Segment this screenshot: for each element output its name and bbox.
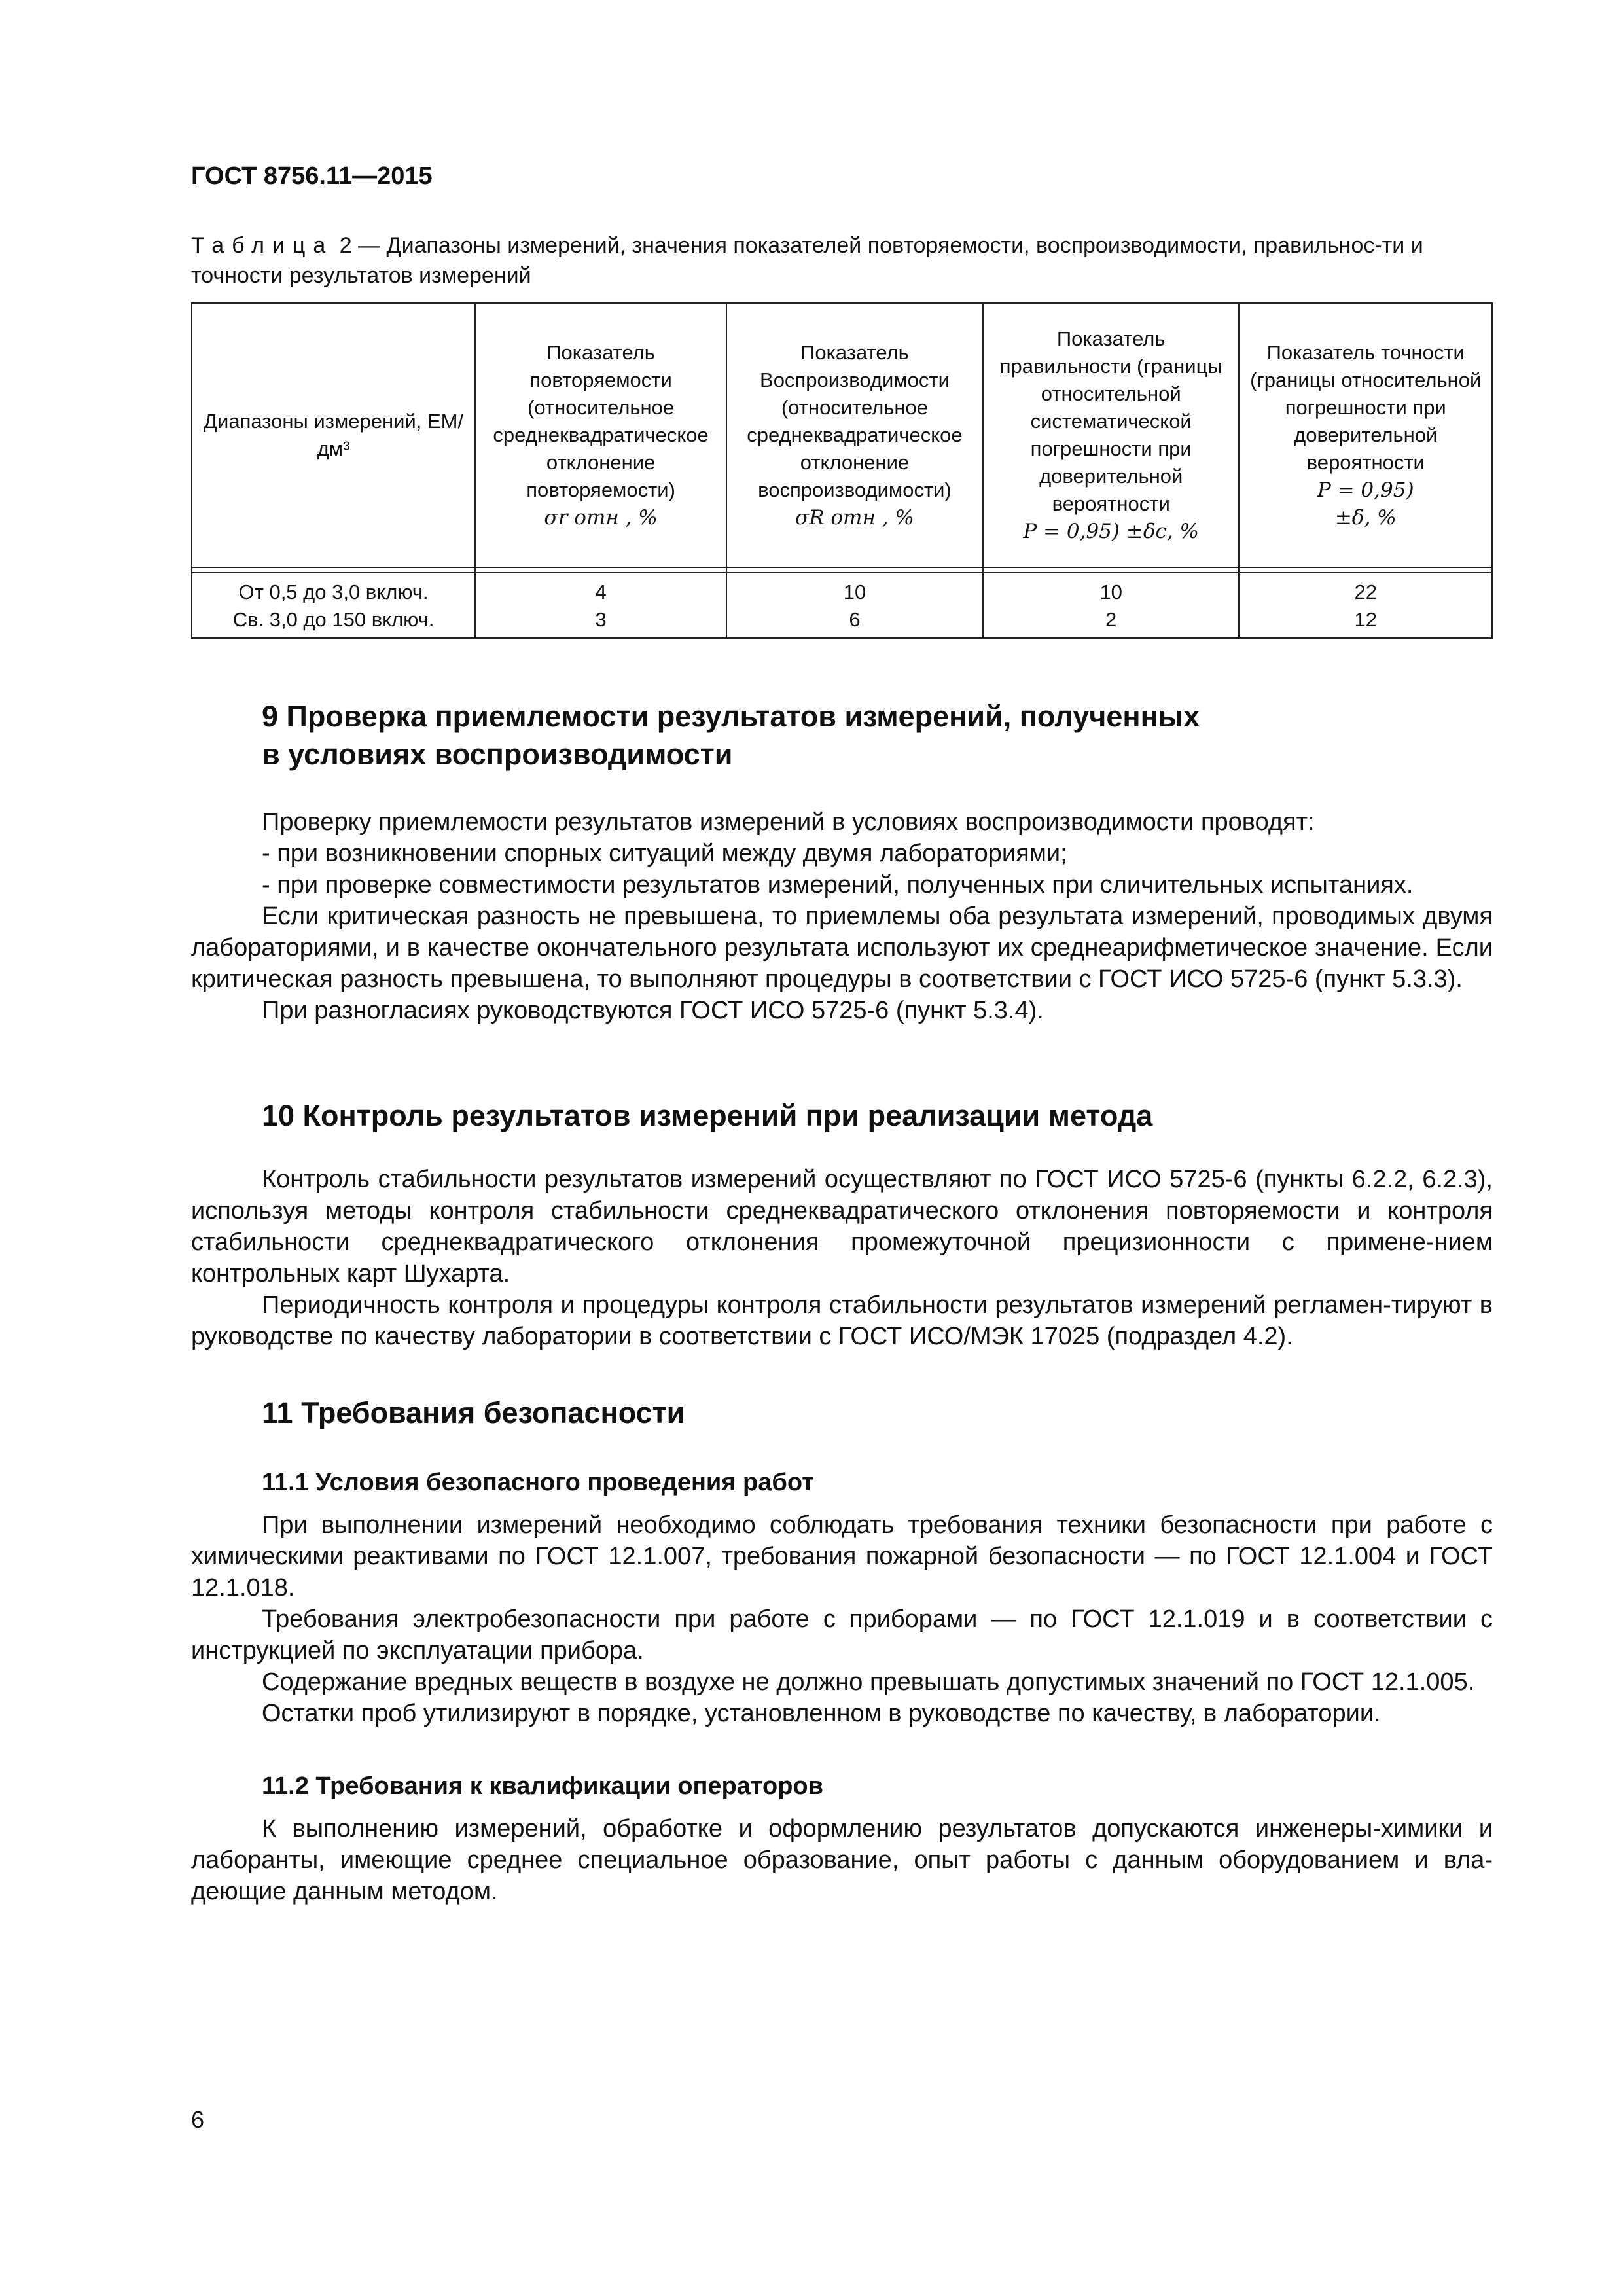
list-item: - при возникновении спорных ситуаций между двумя лабораториями;	[262, 840, 1067, 867]
subsection-11-1-body	[191, 1509, 1493, 1729]
section-9-body	[191, 806, 1493, 1026]
cell-repeatability: 4 3	[475, 573, 726, 638]
section-11-title: 11 Требования безопасности	[262, 1396, 685, 1429]
table-header-row	[192, 303, 1492, 567]
cell-trueness: 10 2	[983, 573, 1240, 638]
paragraph: Если критическая разность не превышена, то приемлемы оба результата измерений, проводимых двумя лабораториями, и в качестве окончательного результата используют их среднеарифметическое значение. Если критическая разность превышена, то выполняют процедуры в соответствии с ГОСТ ИСО 5725-6 (пункт 5.3.3).	[191, 903, 1493, 993]
paragraph: Требования электробезопасности при работе с приборами — по ГОСТ 12.1.019 и в соответствии с инструкцией по эксплуатации прибора.	[191, 1605, 1493, 1664]
header-repeatability: Показатель повторяемости (относительное среднеквадратическое отклонение повторяемости) σr отн , %	[475, 303, 726, 567]
table-row	[192, 573, 1492, 638]
repeatability-symbol: σr отн , %	[544, 506, 658, 529]
section-10-title: 10 Контроль результатов измерений при реализации метода	[262, 1099, 1153, 1132]
section-9-title: 9 Проверка приемлемости результатов измерений, полученных в условиях воспроизводимости	[262, 700, 1200, 771]
paragraph: Остатки проб утилизируют в порядке, установленном в руководстве по качеству, в лаборатории.	[262, 1700, 1381, 1727]
paragraph: Проверку приемлемости результатов измерений в условиях воспроизводимости проводят:	[262, 808, 1315, 836]
cell-accuracy: 22 12	[1239, 573, 1492, 638]
paragraph: При разногласиях руководствуются ГОСТ ИСО 5725-6 (пункт 5.3.4).	[262, 997, 1044, 1024]
header-range: Диапазоны измерений, ЕМ/дм³	[192, 303, 475, 567]
table-caption	[191, 230, 1492, 291]
table-caption-label: Таблица	[191, 233, 334, 258]
subsection-11-2-title: 11.2 Требования к квалификации операторов	[262, 1772, 823, 1800]
document-header: ГОСТ 8756.11—2015	[191, 162, 433, 190]
cell-range: От 0,5 до 3,0 включ. Св. 3,0 до 150 включ.	[192, 573, 475, 638]
subsection-11-2-body	[191, 1813, 1493, 1907]
paragraph: Периодичность контроля и процедуры контроля стабильности результатов измерений регламен-тируют в руководстве по качеству лаборатории в соответствии с ГОСТ ИСО/МЭК 17025 (подраздел 4.2).	[191, 1291, 1493, 1350]
measurement-table	[191, 302, 1493, 639]
paragraph: Контроль стабильности результатов измерений осуществляют по ГОСТ ИСО 5725-6 (пункты 6.2.2, 6.2.3), используя методы контроля стабильности среднеквадратического отклонения повторяемости и контроля стабильности среднеквадратического отклонения промежуточной прецизионности с примене-нием контрольных карт Шухарта.	[191, 1166, 1493, 1287]
cell-reproducibility: 10 6	[726, 573, 983, 638]
reproducibility-symbol: σR отн , %	[795, 506, 914, 529]
table-caption-text: 2 — Диапазоны измерений, значения показателей повторяемости, воспроизводимости, правильнос-ти и точности результатов измерений	[191, 233, 1423, 288]
section-10-body	[191, 1164, 1493, 1352]
accuracy-symbol: P = 0,95)	[1317, 478, 1414, 502]
subsection-11-1-title: 11.1 Условия безопасного проведения работ	[262, 1469, 814, 1496]
header-separator	[192, 567, 1492, 573]
trueness-symbol: P = 0,95) ±δc, %	[1023, 520, 1200, 543]
list-item: - при проверке совместимости результатов измерений, полученных при сличительных испытаниях.	[262, 871, 1414, 899]
header-trueness: Показатель правильности (границы относительной систематической погрешности при доверительной вероятности P = 0,95) ±δc, %	[983, 303, 1240, 567]
paragraph: Содержание вредных веществ в воздухе не должно превышать допустимых значений по ГОСТ 12.1.005.	[262, 1668, 1475, 1696]
page-number: 6	[191, 2106, 205, 2133]
header-accuracy: Показатель точности (границы относительной погрешности при доверительной вероятности P = 0,95) ±δ, %	[1239, 303, 1492, 567]
header-reproducibility: Показатель Воспроизводимости (относительное среднеквадратическое отклонение воспроизводимости) σR отн , %	[726, 303, 983, 567]
accuracy-symbol-2: ±δ, %	[1334, 506, 1397, 529]
paragraph: К выполнению измерений, обработке и оформлению результатов допускаются инженеры-химики и лаборанты, имеющие среднее специальное образование, опыт работы с данным оборудованием и вла-деющие данным методом.	[191, 1815, 1493, 1905]
paragraph: При выполнении измерений необходимо соблюдать требования техники безопасности при работе с химическими реактивами по ГОСТ 12.1.007, требования пожарной безопасности — по ГОСТ 12.1.004 и ГОСТ 12.1.018.	[191, 1511, 1493, 1602]
